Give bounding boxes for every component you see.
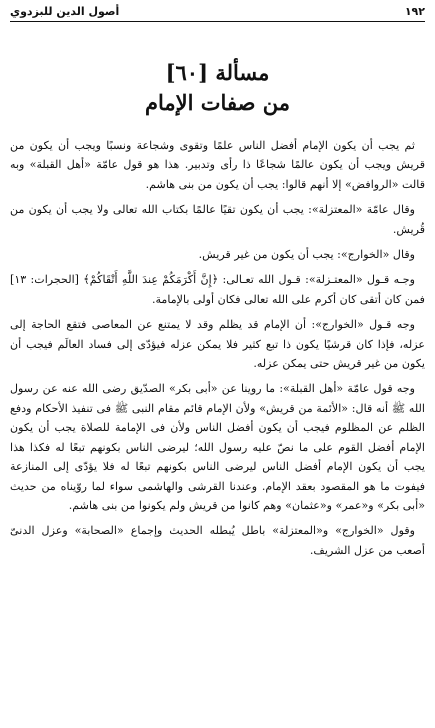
page-header [10, 2, 425, 20]
paragraph: وجه قول عامّة «أهل القبلة»: ما روينا عن «أبى بكر» الصدّيق رضى الله عنه عن رسول الله ﷺ أنه قال: «الأئمة من قريش» ولأن الإمام قائم مقام النبى ﷺ فى تنفيذ الأحكام ودفع الظلم عن المظلوم فيجب أن يكون أفضل الناس ولأن فى الإمامة للصلاة يجب أن يكون الإمام أفضل القوم على ما نصّ عليه رسول الله؛ ليرضى الناس بكونهم تبعًا له فكذا هذا يجب أن يكون الإمام أفضل الناس ليرضى الناس بكونهم تبعًا له فلا يؤدّى إلى المنازعة فيفوت ما هو المقصود بعقد الإمام. وعندنا القرشى والهاشمى سواء لما روّيناه من حديث «أبى بكر» و«عمر» و«عثمان» وهم كانوا من قريش ولم يكونوا من بنى هاشم. [10, 382, 425, 512]
page-number: ١٩٢ [404, 4, 425, 18]
paragraph: وجه قـول «الخوارج»: أن الإمام قد يظلم وقد لا يمتنع عن المعاصى فتقع الحاجة إلى عزله، فإذا كان قرشيًا يكون ذا تبع كثير فلا يمكن عزله فيؤدّى إلى فساد العالَم فيجب أن يكون من غير قريش حتى يمكن عزله. [10, 318, 425, 371]
header-rule [10, 21, 425, 22]
paragraph: وجـه قـول «المعتـزلة»: قـول الله تعـالى: ﴿إِنَّ أَكْرَمَكُمْ عِندَ اللَّهِ أَتْقَاكُمْ﴾ [الحجرات: ١٣] فمن كان أتقى كان أكرم على الله تعالى فكان أولى بالإمامة. [10, 273, 425, 306]
issue-heading: مسألة [٦٠] [165, 60, 270, 85]
paragraph: وقال «الخوارج»: يجب أن يكون من غير قريش. [198, 248, 415, 262]
paragraph: ثم يجب أن يكون الإمام أفضل الناس علمًا وتقوى وشجاعة ونسبًا ويجب أن يكون من قريش ويجب أن يكون عالمًا شجاعًا ذا رأى وتدبير. هذا هو قول عامّة «أهل القبلة» وبه قالت «الروافض» إلا أنهم قالوا: يجب أن يكون من بنى هاشم. [10, 139, 425, 191]
section-heading: من صفات الإمام [145, 90, 290, 115]
book-title: أصول الدين للبزدوي [10, 4, 120, 18]
paragraph: وقال عامّة «المعتزلة»: يجب أن يكون تقيًا عالمًا بكتاب الله تعالى ولا يجب أن يكون من قُريش. [10, 203, 425, 236]
paragraph: وقول «الخوارج» و«المعتزلة» باطل يُبطله الحديث وإجماع «الصحابة» وعزل الدنىّ أصعب من عزل الشريف. [10, 524, 425, 557]
page-body [10, 136, 425, 566]
